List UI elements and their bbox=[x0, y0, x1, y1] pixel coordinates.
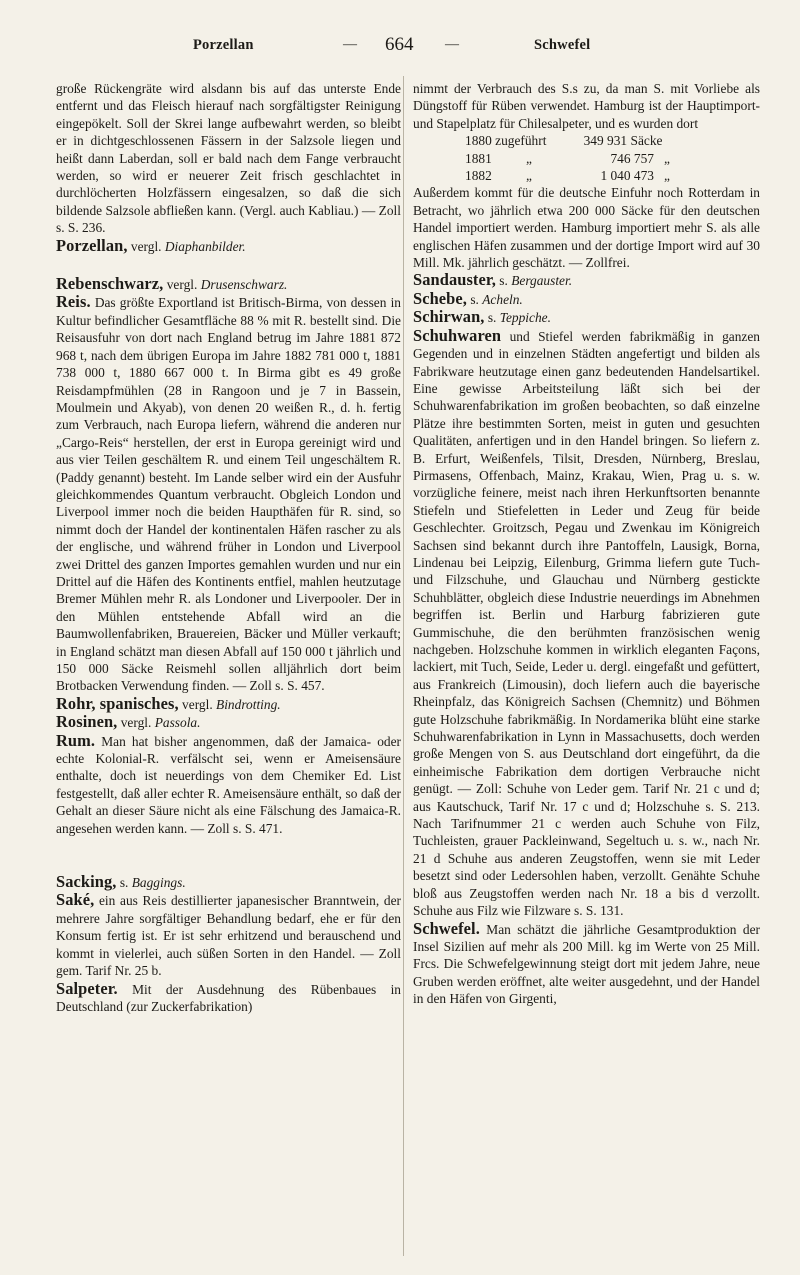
headword: Reis. bbox=[56, 292, 91, 312]
entry-rosinen bbox=[56, 713, 401, 731]
entry-sacking bbox=[56, 873, 401, 891]
headword: Rosinen, bbox=[56, 712, 118, 732]
entry-text: s. bbox=[495, 273, 512, 289]
paragraph: Außerdem kommt für die deutsche Einfuhr noch Rotterdam in Betracht, wo jährlich etwa 200 000 Säcke für den deutschen Handel importiert werden. Hamburg importiert mehr S. als alle englischen Häfen zusammen und der dortige Import wird auf 30 Mill. Mk. jährlich geschätzt. — Zollfrei. bbox=[413, 185, 760, 271]
headword: Sacking, bbox=[56, 872, 117, 892]
headword: Salpeter. bbox=[56, 978, 118, 998]
cross-reference: Bindrotting. bbox=[216, 696, 281, 712]
entry-rebenschwarz bbox=[56, 275, 401, 293]
stat-year: 1881 bbox=[465, 150, 492, 166]
headword: Rebenschwarz, bbox=[56, 274, 164, 294]
entry-rum bbox=[56, 732, 401, 837]
stat-unit: Säcke bbox=[630, 133, 663, 149]
entry-text: vergl. bbox=[178, 696, 217, 712]
right-column bbox=[413, 80, 760, 1008]
entry-text: und Stiefel werden fabrikmäßig in ganzen Gegenden und in einzelnen Städten angefertigt und bilden als Fabrikware heutzutage einen ganz bedeutenden Handelsartikel. Eine gewisse Arbeitsteilung läßt sich bei der Schuhwarenfabrikation im großen beobachten, so daß einzelne Plätze ihre bestimmten Sorten, meist in guten und gesuchten Qualitäten, anfertigen und in den Handel bringen. So liefern z. B. Erfurt, Weißenfels, Tilsit, Dresden, Nürnberg, Breslau, Pirmasens, Offenbach, Mainz, Krakau, Wien, Prag u. s. w. vorzügliche feinere, meist nach ihren Herkunftsorten benannte Stiefeln und Stiefeletten in Leder und Zeug für beide Geschlechter. Groitzsch, Pegau und Zwenkau im Königreich Sachsen sind bekannt durch ihre Pantoffeln, Lausigk, Borna, Lindenau bei Leipzig, Eilenburg, Grimma liefern gute Tuch- und Filzschuhe, und Glauchau und Nürnberg gestickte Schuhblätter, obgleich diese Industrie neuerdings im Abnehmen begriffen ist. Berlin und Harburg fabrizieren gute Gummischuhe, die den berühmten französischen wenig nachgeben. Holzschuhe kommen in wirklich eleganten Façons, lackiert, mit Tuch, Seide, Leder u. dergl. eingefaßt und gefüttert, aus Frankreich (Limousin), doch liefern auch die bayerische Rheinpfalz, das Königreich Sachsen (Chemnitz) und Böhmen gute Holzschuhe fabrikmäßig. In Nordamerika blüht eine starke Schuhwarenfabrikation in Lynn in Massachusetts, doch werden große Mengen von S. aus Deutschland dort eingeführt, da die einheimische Fabrikation dem dortigen Verbrauche nicht genügt. — Zoll: Schuhe von Leder gem. Tarif Nr. 21 c und d; aus Kautschuck, Tarif Nr. 17 c und d; Holzschuhe s. S. 213. Nach Tarifnummer 21 c werden auch Schuhe von Filz, Tuchleisten, grauer Packleinwand, Segeltuch u. s. w., nach Nr. 21 d Schuhe aus anderen Zeugstoffen, wenn sie mit Leder besetzt sind oder Ledersohlen haben, verzollt. Genähte Schuhe bloß aus Zeugstoffen werden nach Nr. 18 a bis d verzollt. Schuhe aus Filz wie Filzware s. S. 131. bbox=[413, 328, 760, 919]
headword: Sandauster, bbox=[413, 270, 496, 290]
stat-year: 1882 bbox=[465, 168, 492, 184]
left-column bbox=[56, 80, 401, 1015]
stat-value: 1 040 473 bbox=[600, 168, 654, 184]
stat-value: 746 757 bbox=[610, 150, 654, 166]
continuation-paragraph: große Rückengräte wird alsdann bis auf das unterste Ende entfernt und das Fleisch hierauf nach sorgfältigster Reinigung eingepökelt. Soll der Skrei lange aufbewahrt werden, so bleibt er in dichtgeschlossenen Fässern in der Salzsole liegen und heißt dann Laberdan, soll er bald nach dem Fange verbraucht werden, so wird er neuerer Zeit frisch geschlachtet in durchlöcherten Holzfässern eingesalzen, so daß die sich bildende Salzsole abfließen kann. (Vergl. auch Kabliau.) — Zoll s. S. 236. bbox=[56, 81, 401, 236]
entry-sake bbox=[56, 891, 401, 979]
stat-unit: „ bbox=[664, 168, 670, 184]
entry-schebe bbox=[413, 290, 760, 308]
header-dash-left: — bbox=[343, 37, 357, 52]
headword: Schebe, bbox=[413, 288, 467, 308]
stat-row bbox=[413, 132, 760, 149]
entry-rohr bbox=[56, 695, 401, 713]
cross-reference: Diaphanbilder. bbox=[164, 238, 246, 254]
continuation-paragraph: nimmt der Verbrauch des S.s zu, da man S. mit Vorliebe als Düngstoff für Rüben verwendet. Hamburg ist der Hauptimport- und Stapelplatz für Chilesalpeter, und es wurden dort bbox=[413, 81, 760, 131]
page-number: 664 bbox=[385, 34, 414, 55]
entry-text: Man schätzt die jährliche Gesamtproduktion der Insel Sizilien auf mehr als 200 Mill. kg im Werte von 25 Mill. Frcs. Die Schwefelgewinnung steigt dort mit jedem Jahre, neue Gruben werden eröffnet, alte weiter ausgedehnt, und der Handel in den Häfen von Girgenti, bbox=[413, 921, 760, 1007]
cross-reference: Bergauster. bbox=[511, 273, 573, 289]
entry-text: ein aus Reis destillierter japanesischer Branntwein, der mehrere Jahre sorgfältiger Behandlung bedarf, ehe er für den Konsum fertig ist. Er ist sehr erhitzend und berauschend und kommt in vielerlei, auch süßen Sorten in den Handel. — Zoll gem. Tarif Nr. 25 b. bbox=[56, 893, 401, 979]
cross-reference: Teppiche. bbox=[499, 310, 551, 326]
cross-reference: Acheln. bbox=[482, 291, 523, 307]
entry-text: Das größte Exportland ist Britisch-Birma, von dessen in Kultur befindlicher Gesamtfläche 88 % mit R. bestellt sind. Die Reisausfuhr von dort nach England betrug im Jahre 1881 872 968 t, nach dem übrigen Europa im Jahre 1882 781 000 t, 1881 738 000 t, 1880 667 000 t. In Birma gibt es 49 große Reisdampfmühlen (28 in Rangoon und je 7 in Bassein, Moulmein und Akyab), von denen 20 weißen R., d. h. fertig zum Verbrauch, nach Europa liefern, während die anderen nur „Cargo-Reis“ herstellen, der erst in Europa gereinigt wird und aus vier Teilen geschältem R. und einem Teil ungeschältem R. (Paddy genannt) besteht. Im Lande selber wird ein der Ausfuhr gleichkommendes Quantum verbraucht. Obgleich London und Liverpool immer noch die beiden Haupthäfen für R. sind, so nimmt doch der Handel der kontinentalen Häfen rascher zu als der englische, und während früher in London und Liverpool zwei Drittel des ganzen Importes gemahlen wurden und nur ein Drittel auf die Häfen des Kontinents entfiel, mahlen heutzutage Bremer Mühlen mehr R. als Londoner und Liverpooler. Der in den Mühlen entstehende Abfall wird an die Baumwollenfabriken, Brauereien, Bäcker und Müller verkauft; in England schätzt man diesen Abfall auf 150 000 t jährlich und 150 000 Säcke Reismehl sollen alljährlich dort beim Brotbacken Verwendung finden. — Zoll s. S. 457. bbox=[56, 295, 401, 694]
running-header bbox=[0, 34, 800, 59]
headword: Rum. bbox=[56, 730, 96, 750]
cross-reference: Drusenschwarz. bbox=[200, 277, 288, 293]
column-divider bbox=[403, 76, 404, 1256]
headword: Schwefel. bbox=[413, 918, 480, 938]
stat-row bbox=[413, 167, 760, 184]
entry-text: s. bbox=[466, 291, 483, 307]
entry-text: vergl. bbox=[117, 715, 155, 731]
headword: Porzellan, bbox=[56, 235, 128, 255]
headword: Schuhwaren bbox=[413, 325, 502, 345]
stat-value: 349 931 bbox=[583, 133, 628, 149]
header-left-keyword: Porzellan bbox=[193, 37, 254, 53]
entry-schuhwaren bbox=[413, 327, 760, 920]
entry-salpeter bbox=[56, 980, 401, 1016]
entry-schirwan bbox=[413, 308, 760, 326]
headword: Schirwan, bbox=[413, 307, 485, 327]
entry-text: Mit der Ausdehnung des Rübenbaues in Deutschland (zur Zuckerfabrikation) bbox=[56, 981, 401, 1014]
cross-reference: Baggings. bbox=[131, 875, 186, 891]
header-right-keyword: Schwefel bbox=[534, 37, 591, 53]
entry-schwefel bbox=[413, 920, 760, 1008]
entry-text: vergl. bbox=[127, 238, 165, 254]
stat-ditto: „ bbox=[526, 150, 532, 166]
stat-year: 1880 zugeführt bbox=[465, 133, 547, 149]
stat-unit: „ bbox=[664, 150, 670, 166]
entry-sandauster bbox=[413, 271, 760, 289]
stat-row bbox=[413, 150, 760, 167]
header-dash-right: — bbox=[445, 37, 459, 52]
stat-ditto: „ bbox=[526, 168, 532, 184]
entry-text: s. bbox=[484, 310, 500, 326]
cross-reference: Passola. bbox=[154, 715, 201, 731]
entry-text: vergl. bbox=[163, 277, 201, 293]
headword: Saké, bbox=[56, 890, 95, 910]
entry-porzellan bbox=[56, 237, 401, 255]
entry-reis bbox=[56, 293, 401, 694]
headword: Rohr, spanisches, bbox=[56, 693, 179, 713]
entry-text: Man hat bisher angenommen, daß der Jamaica- oder echte Kolonial-R. verfälscht sei, wenn er Ameisensäure enthalte, doch ist neuerdings von dem Chemiker Ed. List festgestellt, daß aller echter R. Ameisensäure enthält, so daß der Gehalt an dieser Säure nicht als eine Fälschung des Jamaica-R. angesehen werden kann. — Zoll s. S. 471. bbox=[56, 733, 401, 836]
entry-text: s. bbox=[116, 875, 132, 891]
